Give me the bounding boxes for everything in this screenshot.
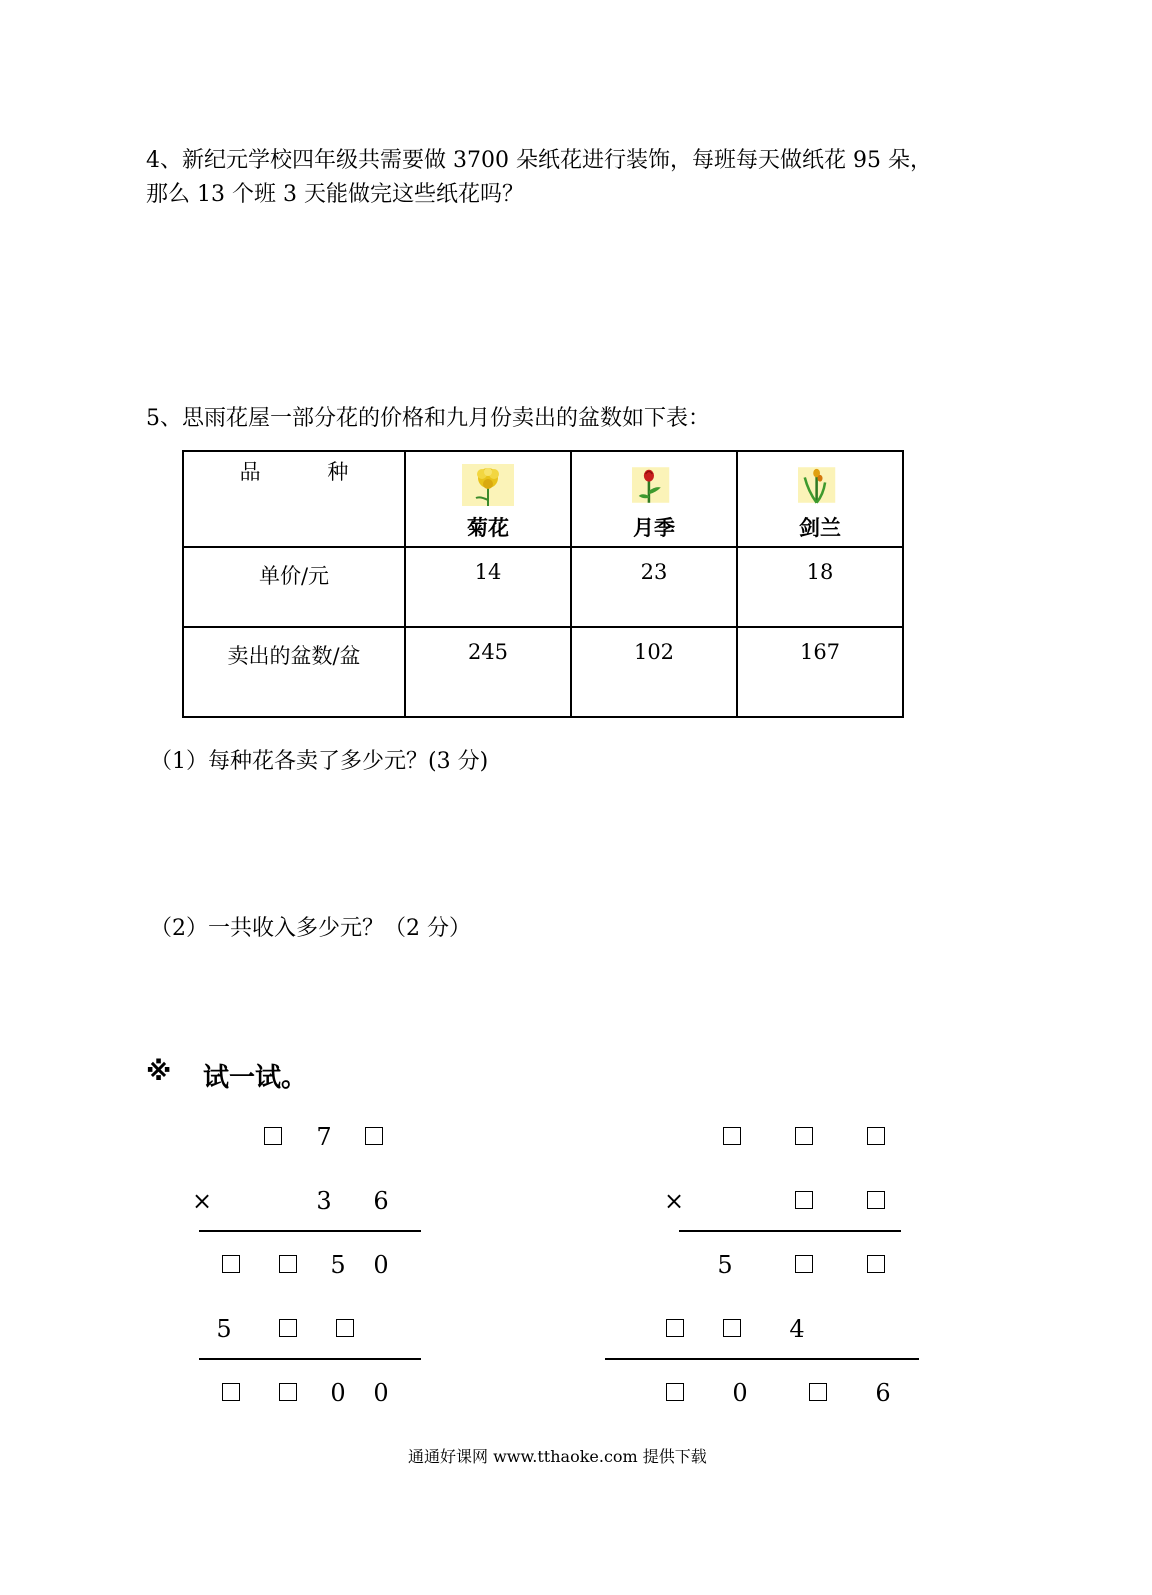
price-rose: 23: [571, 547, 737, 627]
blank-box[interactable]: [795, 1191, 813, 1209]
divider-line: [199, 1358, 421, 1360]
table-row: [183, 547, 903, 627]
digit: 6: [373, 1187, 389, 1215]
times-sign: ×: [191, 1187, 213, 1215]
blank-box[interactable]: [795, 1127, 813, 1145]
digit: 6: [875, 1379, 891, 1407]
flower-name-chrysanthemum: 菊花: [467, 516, 509, 540]
blank-box[interactable]: [666, 1319, 684, 1337]
blank-box[interactable]: [723, 1319, 741, 1337]
blank-box[interactable]: [867, 1127, 885, 1145]
digit: 0: [373, 1379, 389, 1407]
divider-line: [199, 1230, 421, 1232]
section-title: 试一试。: [203, 1063, 308, 1093]
row-label-price: 单价/元: [183, 547, 405, 627]
table-row: [183, 627, 903, 717]
chrysanthemum-icon: [462, 464, 514, 506]
sold-chrysanthemum: 245: [405, 627, 571, 717]
reference-mark-icon: ※: [146, 1057, 172, 1087]
price-gladiolus: 18: [737, 547, 903, 627]
digit: 0: [330, 1379, 346, 1407]
blank-box[interactable]: [222, 1383, 240, 1401]
sold-gladiolus: 167: [737, 627, 903, 717]
blank-box[interactable]: [222, 1255, 240, 1273]
sub-question-2: （2）一共收入多少元？（2 分）: [150, 916, 471, 941]
corner-label: 品 种: [239, 460, 379, 484]
digit: 5: [717, 1251, 733, 1279]
digit: 3: [316, 1187, 332, 1215]
digit: 5: [216, 1315, 232, 1343]
footer-text: 通通好课网 www.tthaoke.com 提供下载: [408, 1447, 707, 1466]
digit: 4: [789, 1315, 805, 1343]
flower-name-rose: 月季: [633, 516, 675, 540]
flower-header-chrysanthemum: [405, 451, 571, 547]
blank-box[interactable]: [723, 1127, 741, 1145]
divider-line: [679, 1230, 901, 1232]
flower-name-gladiolus: 剑兰: [799, 516, 841, 540]
blank-box[interactable]: [795, 1255, 813, 1273]
rose-icon: [632, 464, 676, 506]
digit: 0: [373, 1251, 389, 1279]
question-4-line-2: 那么 13 个班 3 天能做完这些纸花吗？: [146, 182, 524, 207]
flower-header-gladiolus: [737, 451, 903, 547]
digit: 7: [316, 1123, 332, 1151]
blank-box[interactable]: [867, 1191, 885, 1209]
flower-header-rose: [571, 451, 737, 547]
blank-box[interactable]: [279, 1383, 297, 1401]
sub-question-1: （1）每种花各卖了多少元？(3 分): [150, 749, 489, 774]
sold-rose: 102: [571, 627, 737, 717]
flower-price-table: [182, 450, 904, 718]
blank-box[interactable]: [809, 1383, 827, 1401]
price-chrysanthemum: 14: [405, 547, 571, 627]
blank-box[interactable]: [279, 1319, 297, 1337]
blank-box[interactable]: [279, 1255, 297, 1273]
digit: 0: [732, 1379, 748, 1407]
question-5-intro: 5、思雨花屋一部分花的价格和九月份卖出的盆数如下表：: [146, 406, 710, 431]
blank-box[interactable]: [365, 1127, 383, 1145]
digit: 5: [330, 1251, 346, 1279]
row-label-sold: 卖出的盆数/盆: [183, 627, 405, 717]
table-corner-cell: [183, 451, 405, 547]
divider-line: [605, 1358, 919, 1360]
table-header-row: [183, 451, 903, 547]
blank-box[interactable]: [666, 1383, 684, 1401]
blank-box[interactable]: [336, 1319, 354, 1337]
gladiolus-icon: [798, 464, 842, 506]
blank-box[interactable]: [264, 1127, 282, 1145]
blank-box[interactable]: [867, 1255, 885, 1273]
question-4-line-1: 4、新纪元学校四年级共需要做 3700 朵纸花进行装饰，每班每天做纸花 95 朵，: [146, 148, 932, 173]
times-sign: ×: [663, 1187, 685, 1215]
